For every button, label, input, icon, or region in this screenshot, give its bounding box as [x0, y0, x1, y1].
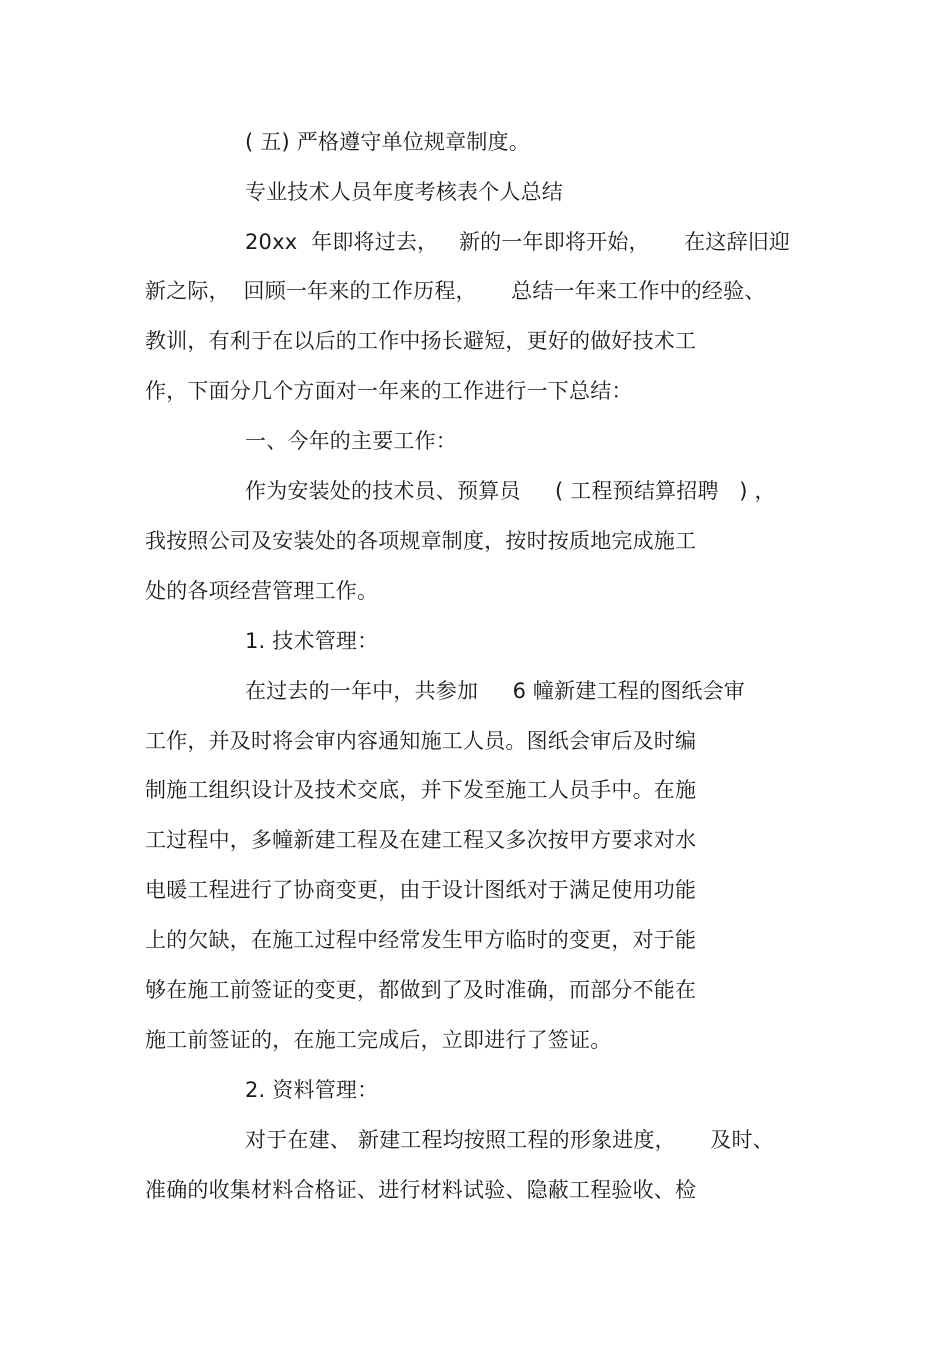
text-line: 准确的收集材料合格证、进行材料试验、隐蔽工程验收、检	[145, 1178, 697, 1202]
text-line: 施工前签证的，在施工完成后，立即进行了签证。	[145, 1028, 612, 1052]
text-line: 教训，有利于在以后的工作中扬长避短，更好的做好技术工	[145, 329, 697, 353]
text-line: 处的各项经营管理工作。	[145, 579, 379, 603]
section-heading: 2. 资料管理：	[245, 1078, 379, 1102]
text-line: 20xx 年即将过去， 新的一年即将开始， 在这辞旧迎	[245, 230, 791, 254]
section-heading: 一、今年的主要工作：	[245, 429, 457, 453]
text-line: 制施工组织设计及技术交底，并下发至施工人员手中。在施	[145, 778, 697, 802]
text-line: 作，下面分几个方面对一年来的工作进行一下总结：	[145, 379, 633, 403]
text-line: 对于在建、 新建工程均按照工程的形象进度， 及时、	[245, 1128, 774, 1152]
section-heading: 专业技术人员年度考核表个人总结	[245, 180, 563, 204]
text-line: 在过去的一年中，共参加 6 幢新建工程的图纸会审	[245, 679, 746, 703]
text-line: 电暖工程进行了协商变更，由于设计图纸对于满足使用功能	[145, 878, 697, 902]
text-line: 我按照公司及安装处的各项规章制度，按时按质地完成施工	[145, 529, 697, 553]
text-line: 新之际， 回顾一年来的工作历程， 总结一年来工作中的经验、	[145, 279, 766, 303]
text-line: 工作，并及时将会审内容通知施工人员。图纸会审后及时编	[145, 729, 697, 753]
text-line: 工过程中，多幢新建工程及在建工程又多次按甲方要求对水	[145, 828, 697, 852]
section-heading: 1. 技术管理：	[245, 629, 379, 653]
text-line: 上的欠缺，在施工过程中经常发生甲方临时的变更，对于能	[145, 928, 697, 952]
text-line: 作为安装处的技术员、预算员 ( 工程预结算招聘 ) ，	[245, 479, 776, 503]
text-line: 够在施工前签证的变更，都做到了及时准确，而部分不能在	[145, 978, 697, 1002]
text-line: ( 五) 严格遵守单位规章制度。	[245, 130, 530, 154]
